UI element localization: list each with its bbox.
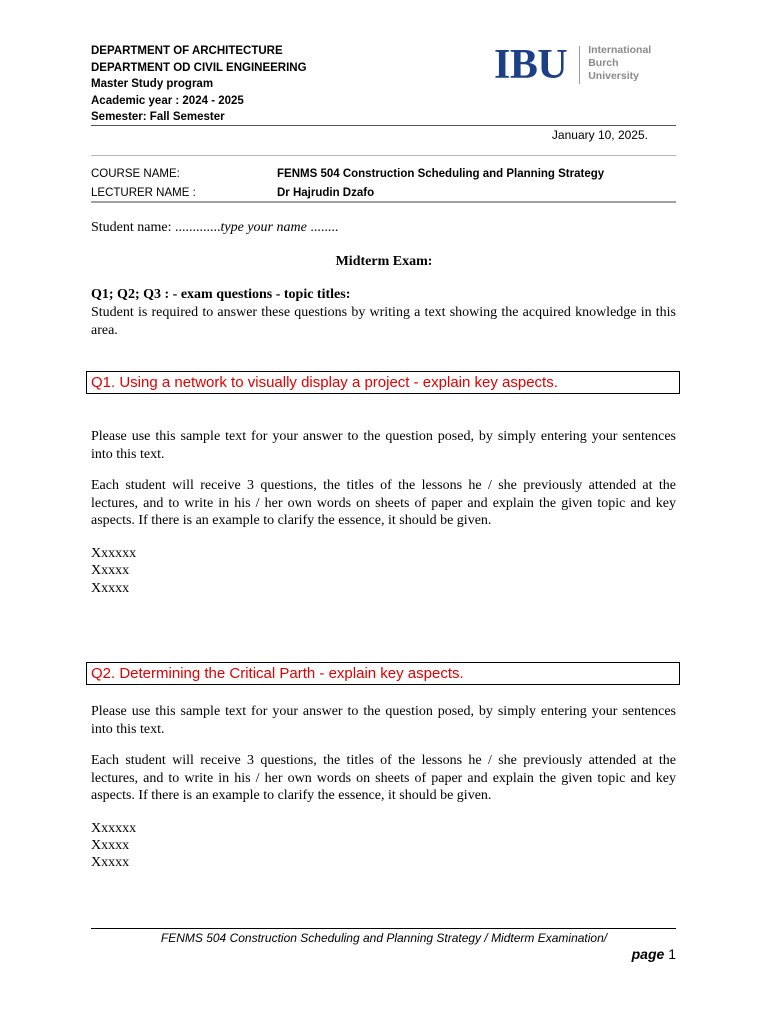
logo-divider (579, 46, 580, 84)
course-bottom-divider (91, 201, 676, 203)
question-2-placeholder-3[interactable]: Xxxxx (91, 855, 130, 870)
course-name-label: COURSE NAME: (91, 168, 180, 180)
question-2-title: Q2. Determining the Critical Parth - explain key aspects. (86, 662, 680, 685)
question-1-paragraph-1[interactable]: Please use this sample text for your answer to the question posed, by simply entering your sentences into this text. (91, 429, 676, 462)
footer-text: FENMS 504 Construction Scheduling and Planning Strategy / Midterm Examination/ (160, 931, 608, 945)
footer-divider (91, 928, 676, 929)
question-2-placeholder-1[interactable]: Xxxxxx (91, 821, 137, 836)
department-header (91, 43, 307, 126)
exam-date: January 10, 2025. (551, 128, 648, 142)
lecturer-name-value: Dr Hajrudin Dzafo (277, 187, 375, 199)
department-architecture: DEPARTMENT OF ARCHITECTURE (91, 45, 283, 57)
page-number-value: 1 (668, 946, 676, 962)
question-1-placeholder-1[interactable]: Xxxxxx (91, 546, 137, 561)
study-program: Master Study program (91, 78, 214, 90)
questions-heading: Q1; Q2; Q3 : - exam questions - topic titles: (91, 287, 351, 302)
question-1-placeholder-2[interactable]: Xxxxx (91, 563, 130, 578)
student-name-placeholder[interactable]: type your name (220, 220, 307, 235)
logo-line-3: University (588, 70, 639, 82)
lecturer-name-label: LECTURER NAME : (91, 187, 196, 199)
exam-title: Midterm Exam: (335, 254, 433, 269)
ibu-logo (494, 44, 651, 86)
student-name-line (91, 220, 338, 236)
course-info (91, 165, 604, 203)
question-1-paragraph-2[interactable]: Each student will receive 3 questions, the titles of the lessons he / she previously attended at the lectures, and to write in his / her own words on sheets of paper and explain the given topic and key aspects. If there is an example to clarify the essence, it should be given. (91, 478, 676, 528)
question-1-title: Q1. Using a network to visually display a project - explain key aspects. (86, 371, 680, 394)
course-top-divider (91, 155, 676, 156)
department-civil-engineering: DEPARTMENT OD CIVIL ENGINEERING (91, 61, 307, 74)
question-2-paragraph-1[interactable]: Please use this sample text for your answer to the question posed, by simply entering your sentences into this text. (91, 704, 676, 737)
instructions-text: Student is required to answer these questions by writing a text showing the acquired knowledge in this area. (91, 305, 676, 338)
header-divider (91, 125, 676, 126)
page-number (632, 946, 676, 962)
student-name-suffix: ........ (306, 220, 339, 235)
academic-year: Academic year : 2024 - 2025 (91, 94, 244, 107)
logo-wordmark (588, 44, 651, 83)
course-name-value: FENMS 504 Construction Scheduling and Planning Strategy (277, 168, 605, 180)
question-1-placeholder-3[interactable]: Xxxxx (91, 581, 130, 596)
question-2-placeholder-2[interactable]: Xxxxx (91, 838, 130, 853)
page-label: page (631, 946, 665, 962)
logo-mark: IBU (494, 42, 568, 88)
logo-line-1: International (588, 44, 652, 56)
question-2-paragraph-2[interactable]: Each student will receive 3 questions, the titles of the lessons he / she previously attended at the lectures, and to write in his / her own words on sheets of paper and explain the given topic and key aspects. If there is an example to clarify the essence, it should be given. (91, 753, 676, 803)
semester: Semester: Fall Semester (91, 111, 225, 123)
logo-line-2: Burch (588, 57, 619, 69)
student-name-label: Student name: ............. (91, 220, 221, 235)
